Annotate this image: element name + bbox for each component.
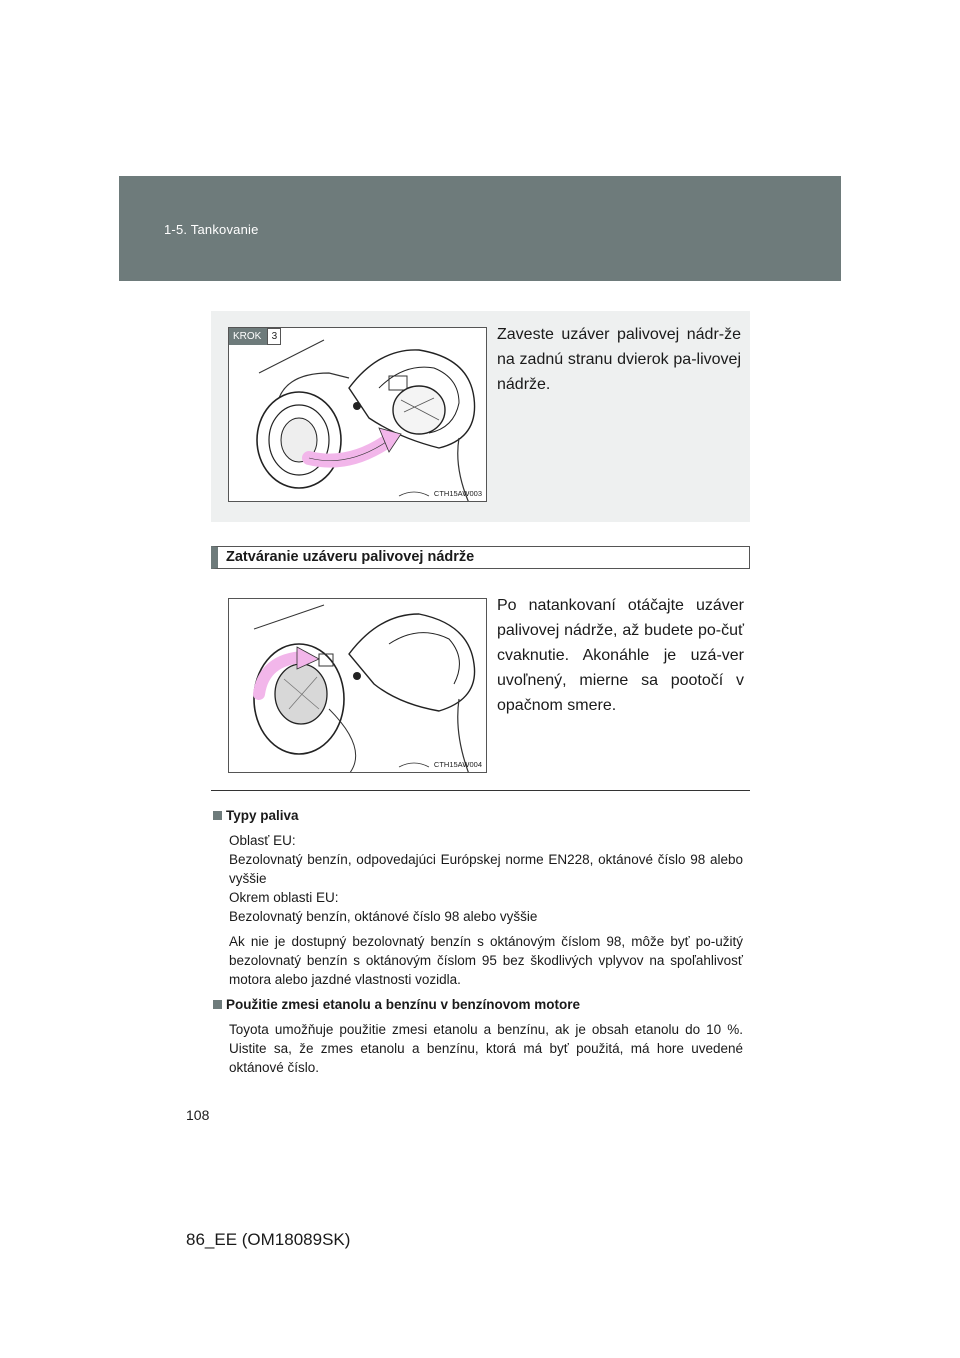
document-code: 86_EE (OM18089SK) <box>186 1230 351 1249</box>
fuel-door-drawing <box>229 328 487 502</box>
step-instruction: Zaveste uzáver palivovej nádr-že na zadnú stranu dvierok pa-livovej nádrže. <box>497 326 741 393</box>
note-line: Bezolovnatý benzín, oktánové číslo 98 alebo vyššie <box>229 909 538 924</box>
note-body-ethanol <box>213 1020 743 1077</box>
note-line: Bezolovnatý benzín, odpovedajúci Európskej norme EN228, oktánové číslo 98 alebo vyššie <box>229 852 743 886</box>
fuel-region-block <box>229 831 743 926</box>
closing-instruction: Po natankovaní otáčajte uzáver palivovej nádrže, až budete po-čuť cvaknutie. Akonáhle je uzá-ver uvoľnený, mierne sa pootočí v opačnom smere. <box>497 597 744 714</box>
fuel-cap-hang-illustration <box>228 327 487 502</box>
note-title-fuel-types <box>213 806 743 825</box>
subheading-text: Zatváranie uzáveru palivovej nádrže <box>226 549 475 565</box>
step-badge <box>229 328 281 345</box>
note-body-fuel-types <box>213 831 743 989</box>
divider <box>211 790 750 791</box>
note-line: Okrem oblasti EU: <box>229 890 339 905</box>
figure-code: CTH15AW003 <box>433 489 482 498</box>
section-label: 1-5. Tankovanie <box>164 222 259 237</box>
figure-code: CTH15AW004 <box>433 760 482 769</box>
note-paragraph: Ak nie je dostupný bezolovnatý benzín s oktánovým číslom 98, môže byť po-užitý bezolovnatý benzín s oktánovým číslom 95 bez škodlivých vplyvov na spoľahlivosť motora alebo jazdné vlastnosti vozidla. <box>229 934 743 987</box>
bullet-square-icon <box>213 1000 222 1009</box>
step-word: KROK <box>229 328 267 345</box>
note-title-text: Typy paliva <box>226 808 299 823</box>
step-number: 3 <box>267 328 281 345</box>
notes-section <box>213 806 743 1083</box>
fuel-cap-drawing <box>229 599 487 773</box>
note-title-text: Použitie zmesi etanolu a benzínu v benzínovom motore <box>226 997 581 1012</box>
page-number: 108 <box>186 1107 210 1123</box>
fuel-cap-close-illustration <box>228 598 487 773</box>
section-subheading <box>211 546 750 569</box>
note-title-ethanol <box>213 995 743 1014</box>
note-line: Oblasť EU: <box>229 833 296 848</box>
note-paragraph: Toyota umožňuje použitie zmesi etanolu a benzínu, ak je obsah etanolu do 10 %. Uistite sa, že zmes etanolu a benzínu, ktorá má byť použitá, má hore uvedené oktánové číslo. <box>229 1022 743 1075</box>
bullet-square-icon <box>213 811 222 820</box>
